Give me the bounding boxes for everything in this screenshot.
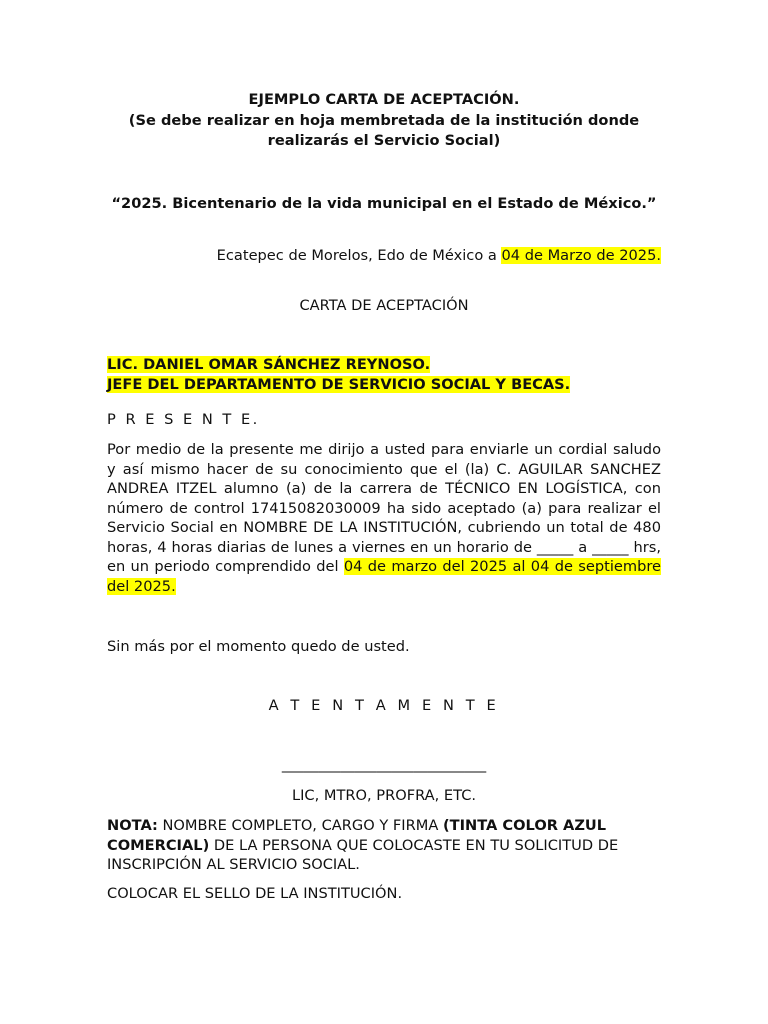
place-and-date xyxy=(217,246,661,266)
note-text-1: NOMBRE COMPLETO, CARGO Y FIRMA xyxy=(157,817,443,834)
document-header xyxy=(107,90,661,152)
salutation: P R E S E N T E. xyxy=(107,411,260,428)
note-label: NOTA: xyxy=(107,817,158,834)
recipient-name: LIC. DANIEL OMAR SÁNCHEZ REYNOSO. xyxy=(107,356,431,373)
letter-title: CARTA DE ACEPTACIÓN xyxy=(299,297,469,314)
letter-body xyxy=(107,440,661,596)
place-text: Ecatepec de Morelos, Edo de México a xyxy=(216,247,502,264)
seal-instruction: COLOCAR EL SELLO DE LA INSTITUCIÓN. xyxy=(107,885,403,902)
note-text-2: DE LA PERSONA QUE COLOCASTE EN TU SOLICITUD DE INSCRIPCIÓN AL SERVICIO SOCIAL. xyxy=(107,836,619,873)
sign-off: A T E N T A M E N T E xyxy=(268,697,500,714)
institutional-motto: “2025. Bicentenario de la vida municipal en el Estado de México.” xyxy=(111,195,657,212)
recipient-position: JEFE DEL DEPARTAMENTO DE SERVICIO SOCIAL Y BECAS. xyxy=(107,375,571,393)
service-period: 04 de marzo del 2025 al 04 de septiembre del 2025. xyxy=(107,558,661,595)
document-instruction: (Se debe realizar en hoja membretada de la institución donde realizarás el Servicio Social) xyxy=(128,111,640,149)
recipient-block xyxy=(107,355,661,394)
note-emphasis: (TINTA COLOR AZUL COMERCIAL) xyxy=(107,817,607,854)
closing-sentence: Sin más por el momento quedo de usted. xyxy=(107,638,410,655)
date-text: 04 de Marzo de 2025. xyxy=(501,247,661,264)
body-main-text: Por medio de la presente me dirijo a usted para enviarle un cordial saludo y así mismo hacer de su conocimiento que el (la) C. AGUILAR SANCHEZ ANDREA ITZEL alumno (a) de la carrera de TÉCNICO EN LOGÍSTICA, con número de control 17415082030009 ha sido aceptado (a) para realizar el Servicio Social en NOMBRE DE LA INSTITUCIÓN, cubriendo un total de 480 horas, 4 horas diarias de lunes a viernes en un horario de _____ a _____ hrs, en un periodo comprendido del xyxy=(107,441,661,575)
document-title: EJEMPLO CARTA DE ACEPTACIÓN. xyxy=(248,91,520,108)
signer-title: LIC, MTRO, PROFRA, ETC. xyxy=(291,787,477,804)
signature-line: ____________________________ xyxy=(281,756,487,773)
note-block xyxy=(107,816,661,875)
